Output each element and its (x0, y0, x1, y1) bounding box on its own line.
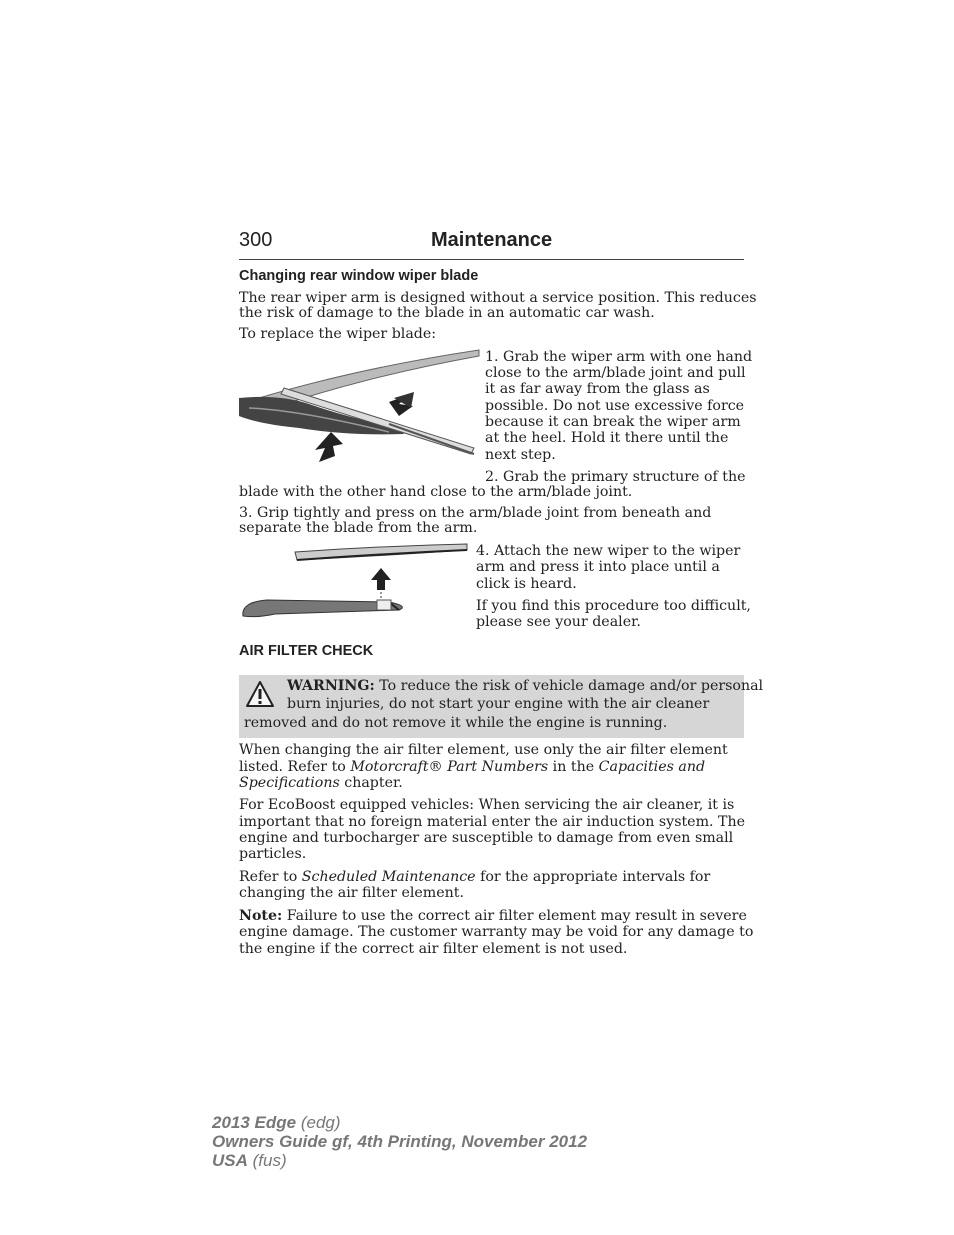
footer (212, 1113, 587, 1170)
warning-line-2: burn injuries, do not start your engine with the air cleaner (287, 696, 710, 712)
step-1-line: close to the arm/blade joint and pull (485, 365, 746, 381)
note-line-3: the engine if the correct air filter element is not used. (239, 941, 628, 957)
intro-line-2: the risk of damage to the blade in an automatic car wash. (239, 305, 655, 321)
para3-line-1 (239, 869, 710, 886)
warning-label: WARNING: (287, 678, 375, 694)
step-4-line: arm and press it into place until a (476, 559, 720, 575)
page-title: Maintenance (431, 229, 553, 251)
footer-model: 2013 Edge (212, 1113, 297, 1132)
step-1-line: at the heel. Hold it there until the (485, 430, 729, 446)
motorcraft-ref: Motorcraft® Part Numbers (350, 759, 549, 775)
header-divider (239, 259, 744, 260)
footer-guide-line: Owners Guide gf, 4th Printing, November 2012 (212, 1132, 588, 1151)
capacities-ref: Capacities and (598, 759, 706, 775)
note-text: Failure to use the correct air filter element may result in severe (282, 908, 747, 924)
footer-region: USA (212, 1151, 248, 1170)
scheduled-maintenance-ref: Scheduled Maintenance (301, 869, 476, 885)
warning-line-1 (287, 678, 763, 695)
footer-model-code: (edg) (296, 1113, 341, 1132)
step-3-line-1: 3. Grip tightly and press on the arm/blade joint from beneath and (239, 505, 712, 521)
para1-line-1: When changing the air filter element, use only the air filter element (239, 742, 728, 758)
step-4-line: click is heard. (476, 576, 577, 592)
note-label: Note: (239, 908, 283, 924)
step-1-line: because it can break the wiper arm (485, 414, 741, 430)
step-3-line-2: separate the blade from the arm. (239, 520, 478, 536)
step-1-line: 1. Grab the wiper arm with one hand (485, 349, 753, 365)
dealer-line: please see your dealer. (476, 614, 641, 630)
intro-line-1: The rear wiper arm is designed without a service position. This reduces (239, 290, 757, 306)
para1-text: chapter. (339, 775, 403, 791)
section-heading-air-filter: AIR FILTER CHECK (239, 643, 374, 659)
page-number: 300 (239, 229, 273, 251)
para1-line-2 (239, 759, 705, 776)
step-4-line: 4. Attach the new wiper to the wiper (476, 543, 741, 559)
para1-text: listed. Refer to (239, 759, 351, 775)
footer-region-line (212, 1151, 587, 1170)
para3-text: for the appropriate intervals for (475, 869, 711, 885)
wiper-arm-removal-illustration (239, 346, 481, 464)
section-heading-rear-wiper: Changing rear window wiper blade (239, 268, 479, 284)
footer-model-line (212, 1113, 587, 1132)
specifications-ref: Specifications (239, 775, 340, 791)
step-2-line-1: 2. Grab the primary structure of the (485, 469, 746, 485)
note-line-2: engine damage. The customer warranty may be void for any damage to (239, 924, 754, 940)
to-replace-text: To replace the wiper blade: (239, 326, 437, 342)
para3-line-2: changing the air filter element. (239, 885, 464, 901)
ecoboost-line: engine and turbocharger are susceptible to damage from even small (239, 830, 734, 846)
step-1-line: possible. Do not use excessive force (485, 398, 745, 414)
para3-text: Refer to (239, 869, 302, 885)
warning-text-1: To reduce the risk of vehicle damage and/or personal (374, 678, 764, 694)
step-1-line: it as far away from the glass as (485, 381, 710, 397)
step-2-line-2: blade with the other hand close to the arm/blade joint. (239, 484, 633, 500)
wiper-blade-attach-illustration (239, 540, 471, 626)
warning-triangle-icon (245, 680, 275, 708)
para1-text: in the (548, 759, 599, 775)
note-line-1 (239, 908, 747, 925)
step-1-line: next step. (485, 447, 556, 463)
dealer-line: If you find this procedure too difficult, (476, 598, 751, 614)
warning-line-3: removed and do not remove it while the engine is running. (244, 715, 668, 731)
footer-region-code: (fus) (247, 1151, 287, 1170)
para1-line-3 (239, 775, 403, 792)
ecoboost-line: important that no foreign material enter the air induction system. The (239, 814, 746, 830)
ecoboost-line: particles. (239, 846, 307, 862)
ecoboost-line: For EcoBoost equipped vehicles: When servicing the air cleaner, it is (239, 797, 735, 813)
